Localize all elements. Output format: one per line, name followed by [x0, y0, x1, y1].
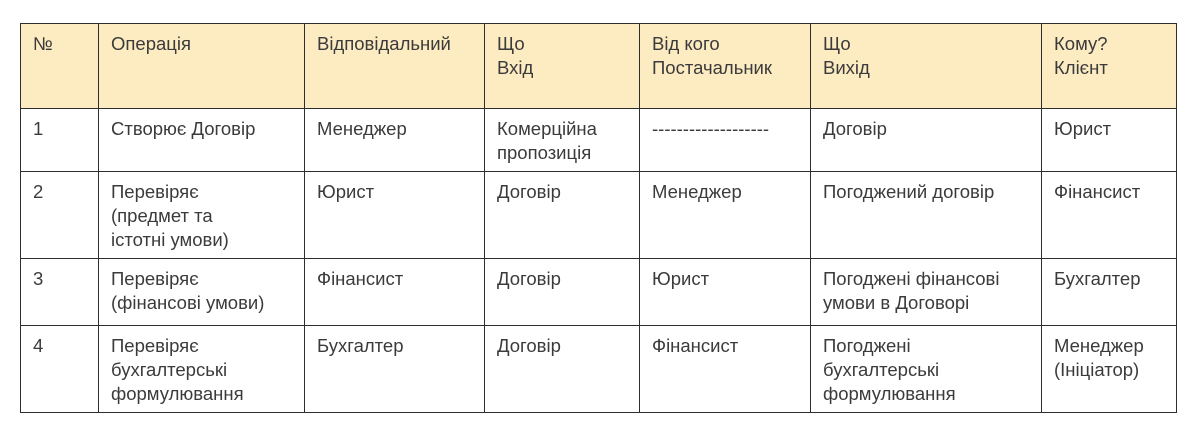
cell-input: Договір	[485, 326, 640, 413]
table-row	[21, 259, 1177, 326]
cell-input: Комерційна пропозиція	[485, 109, 640, 172]
header-number: №	[21, 24, 99, 109]
cell-supplier: -------------------	[640, 109, 811, 172]
cell-supplier: Фінансист	[640, 326, 811, 413]
cell-operation: Перевіряє (фінансові умови)	[99, 259, 305, 326]
header-operation: Операція	[99, 24, 305, 109]
cell-number: 1	[21, 109, 99, 172]
table-header-row	[21, 24, 1177, 109]
cell-operation: Створює Договір	[99, 109, 305, 172]
header-output: Що Вихід	[811, 24, 1042, 109]
process-table	[20, 23, 1177, 413]
cell-number: 4	[21, 326, 99, 413]
header-client: Кому? Клієнт	[1042, 24, 1177, 109]
cell-number: 2	[21, 172, 99, 259]
table-row	[21, 109, 1177, 172]
table-row	[21, 326, 1177, 413]
cell-client: Юрист	[1042, 109, 1177, 172]
cell-number: 3	[21, 259, 99, 326]
process-table-container	[20, 23, 1177, 413]
cell-output: Погоджені фінансові умови в Договорі	[811, 259, 1042, 326]
cell-supplier: Юрист	[640, 259, 811, 326]
cell-supplier: Менеджер	[640, 172, 811, 259]
cell-input: Договір	[485, 259, 640, 326]
cell-responsible: Бухгалтер	[305, 326, 485, 413]
header-supplier: Від кого Постачальник	[640, 24, 811, 109]
cell-input: Договір	[485, 172, 640, 259]
cell-responsible: Фінансист	[305, 259, 485, 326]
cell-client: Менеджер (Ініціатор)	[1042, 326, 1177, 413]
header-input: Що Вхід	[485, 24, 640, 109]
header-responsible: Відповідальний	[305, 24, 485, 109]
cell-responsible: Юрист	[305, 172, 485, 259]
cell-operation: Перевіряє бухгалтерські формулювання	[99, 326, 305, 413]
cell-client: Бухгалтер	[1042, 259, 1177, 326]
cell-operation: Перевіряє (предмет та істотні умови)	[99, 172, 305, 259]
table-row	[21, 172, 1177, 259]
cell-output: Погоджений договір	[811, 172, 1042, 259]
cell-output: Погоджені бухгалтерські формулювання	[811, 326, 1042, 413]
cell-responsible: Менеджер	[305, 109, 485, 172]
cell-output: Договір	[811, 109, 1042, 172]
cell-client: Фінансист	[1042, 172, 1177, 259]
